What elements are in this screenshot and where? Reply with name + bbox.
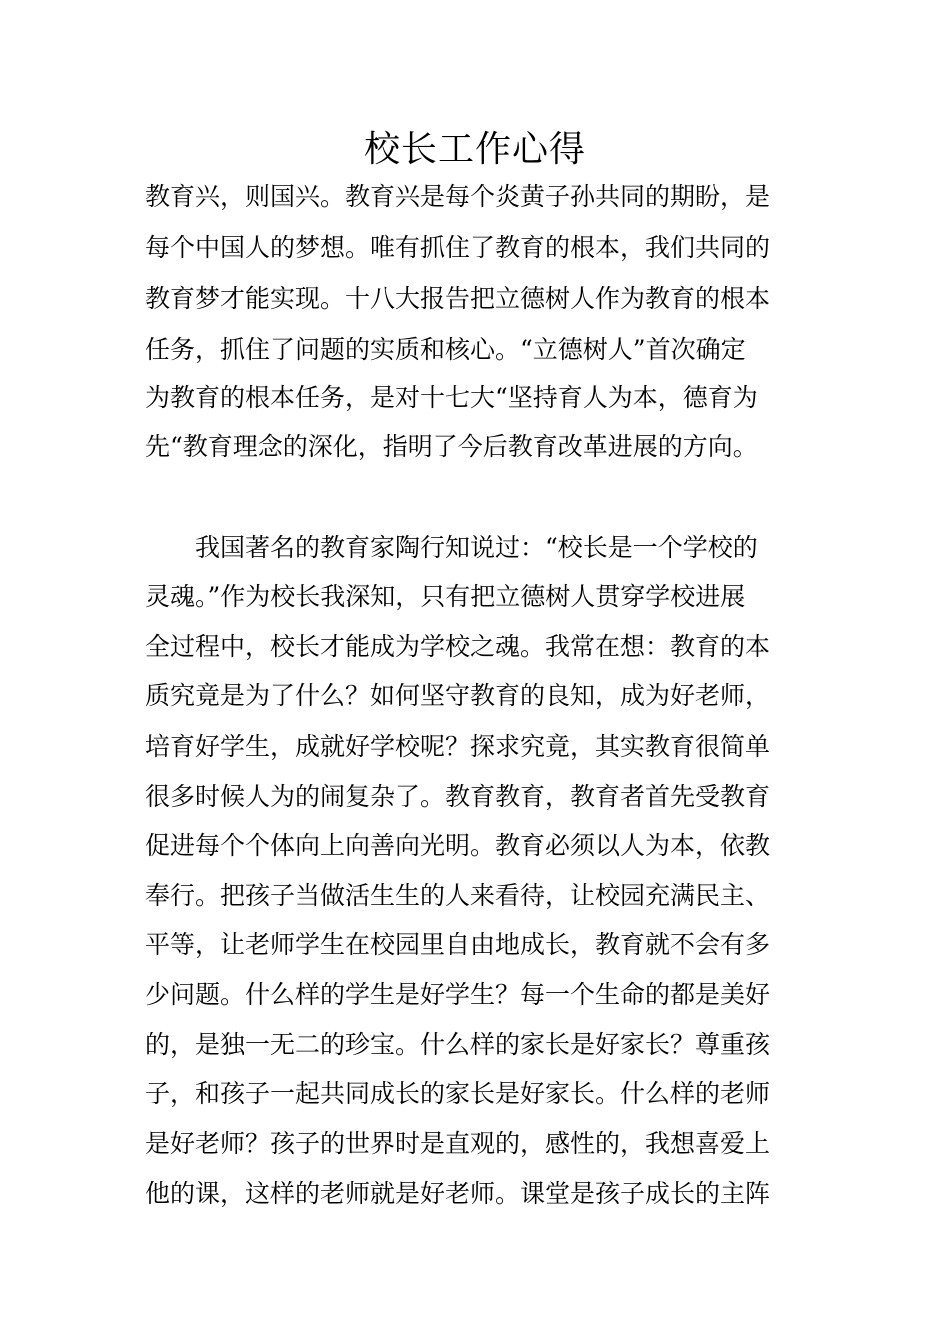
paragraph-2-line-8: 奉行。把孩子当做活生生的人来看待，让校园充满民主、 xyxy=(145,881,771,910)
paragraph-1-line-4: 任务，抓住了问题的实质和核心。“立德树人”首次确定 xyxy=(145,335,746,364)
paragraph-1-line-1: 教育兴，则国兴。教育兴是每个炎黄子孙共同的期盼，是 xyxy=(145,182,771,211)
paragraph-2-line-12: 子，和孩子一起共同成长的家长是好家长。什么样的老师 xyxy=(145,1079,771,1108)
paragraph-1-line-5: 为教育的根本任务，是对十七大“坚持育人为本，德育为 xyxy=(145,383,758,412)
document-title: 校长工作心得 xyxy=(363,129,586,170)
paragraph-2-line-9: 平等，让老师学生在校园里自由地成长，教育就不会有多 xyxy=(145,930,771,959)
paragraph-2-line-3: 全过程中，校长才能成为学校之魂。我常在想：教育的本 xyxy=(145,632,771,661)
paragraph-1-line-3: 教育梦才能实现。十八大报告把立德树人作为教育的根本 xyxy=(145,284,771,313)
paragraph-1-line-6: 先“教育理念的深化，指明了今后教育改革进展的方向。 xyxy=(145,432,758,461)
paragraph-1-line-2: 每个中国人的梦想。唯有抓住了教育的根本，我们共同的 xyxy=(145,233,771,262)
paragraph-2-line-1: 我国著名的教育家陶行知说过：“校长是一个学校的 xyxy=(145,533,758,562)
paragraph-2-line-5: 培育好学生，成就好学校呢？探求究竟，其实教育很简单 xyxy=(145,732,771,761)
paragraph-2-line-13: 是好老师？孩子的世界时是直观的，感性的，我想喜爱上 xyxy=(145,1129,771,1158)
paragraph-2-line-14: 他的课，这样的老师就是好老师。课堂是孩子成长的主阵 xyxy=(145,1179,771,1208)
paragraph-2-line-6: 很多时候人为的闹复杂了。教育教育，教育者首先受教育 xyxy=(145,782,771,811)
paragraph-2-line-7: 促进每个个体向上向善向光明。教育必须以人为本，依教 xyxy=(145,831,771,860)
paragraph-2-line-11: 的，是独一无二的珍宝。什么样的家长是好家长？尊重孩 xyxy=(145,1030,771,1059)
paragraph-2-line-4: 质究竟是为了什么？如何坚守教育的良知，成为好老师， xyxy=(145,681,771,710)
paragraph-2-line-2: 灵魂。”作为校长我深知，只有把立德树人贯穿学校进展 xyxy=(145,582,746,611)
paragraph-2-line-10: 少问题。什么样的学生是好学生？每一个生命的都是美好 xyxy=(145,980,771,1009)
